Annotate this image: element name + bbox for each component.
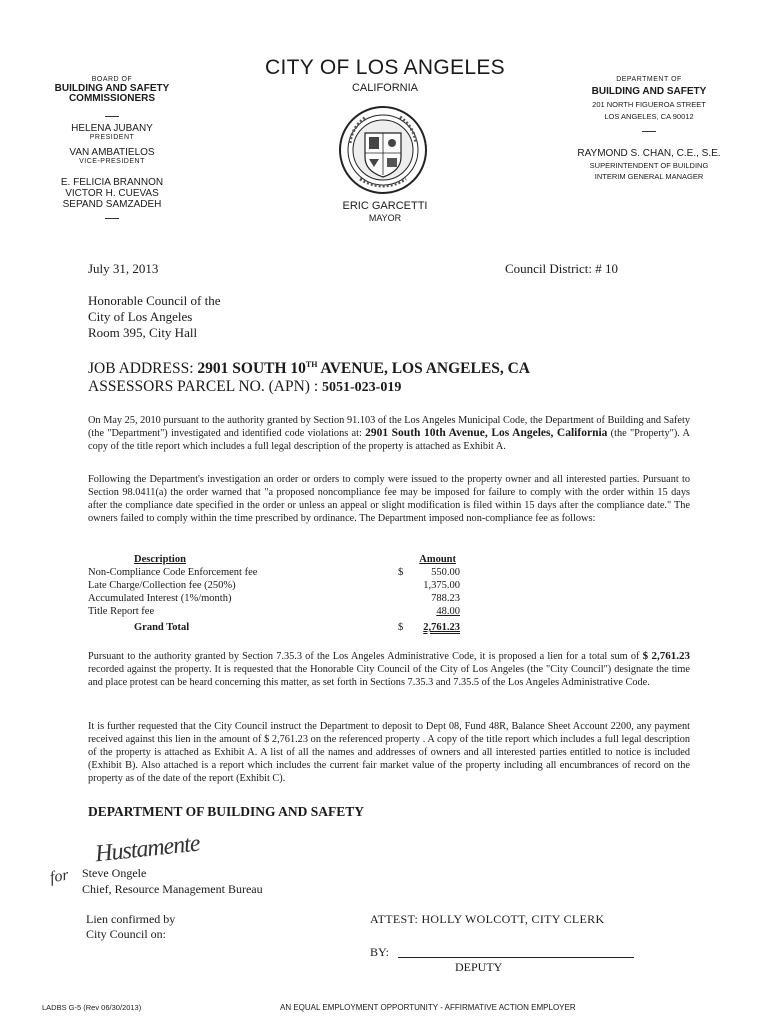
- lien-confirmed-line: Lien confirmed by: [86, 912, 176, 926]
- form-id: LADBS G-5 (Rev 06/30/2013): [42, 1003, 142, 1012]
- dept-of-label: DEPARTMENT OF: [616, 76, 682, 83]
- job-address-value-end: AVENUE, LOS ANGELES, CA: [317, 360, 530, 378]
- department-block: [568, 76, 730, 181]
- letter-date: July 31, 2013: [88, 261, 159, 276]
- fee-currency: $: [398, 567, 404, 578]
- signature-line: [398, 957, 634, 958]
- fee-table: [88, 554, 460, 640]
- dept-name: BUILDING AND SAFETY: [591, 86, 707, 97]
- fee-amount: 788.23: [431, 593, 460, 604]
- president-name: HELENA JUBANY: [71, 123, 153, 134]
- divider: [105, 218, 119, 219]
- dept-address1: 201 NORTH FIGUEROA STREET: [592, 100, 706, 109]
- property-address-bold: 2901 South 10th Avenue, Los Angeles, California: [365, 427, 608, 439]
- fee-description: Late Charge/Collection fee (250%): [88, 580, 236, 591]
- vp-name: VAN AMBATIELOS: [69, 147, 155, 158]
- lien-total-bold: $ 2,761.23: [642, 650, 690, 662]
- board-of-label: BOARD OF: [91, 76, 133, 83]
- gm-title1: SUPERINTENDENT OF BUILDING: [589, 161, 709, 170]
- gm-name: RAYMOND S. CHAN, C.E., S.E.: [577, 148, 721, 159]
- fee-row: [88, 593, 460, 606]
- job-address-value: 2901 SOUTH 10: [197, 360, 306, 378]
- fee-row: [88, 606, 460, 619]
- board-member: E. FELICIA BRANNON: [60, 177, 164, 188]
- fee-description: Non-Compliance Code Enforcement fee: [88, 567, 258, 578]
- city-title: CITY OF LOS ANGELES: [265, 56, 505, 79]
- recipient-line: City of Los Angeles: [88, 309, 193, 324]
- divider: [105, 116, 119, 117]
- council-district: Council District: # 10: [505, 261, 619, 276]
- city-seal: [338, 105, 428, 195]
- vp-title: VICE-PRESIDENT: [79, 158, 145, 165]
- job-address-sup: TH: [305, 360, 318, 369]
- city-seal-icon: [338, 105, 428, 195]
- attest-line: ATTEST: HOLLY WOLCOTT, CITY CLERK: [370, 912, 605, 926]
- president-title: PRESIDENT: [89, 134, 135, 141]
- paragraph-deposit: It is further requested that the City Council instruct the Department to deposit to Dept 08, Fund 48R, Balance Sheet Account 2200, any payment received against this lien in the amount of $ 2,761.23 on the referenced property . A copy of the title report which includes a full legal description of the property is attached as Exhibit A. A list of all the names and addresses of owners and all interested parties entitled to notice is included (Exhibit B). Also attached is a report which includes the current fair market value of the property including all encumbrances of record on the property as of the date of the report (Exhibit C).: [88, 721, 690, 784]
- handwritten-signature: Hustamente: [93, 830, 201, 868]
- signature-department: DEPARTMENT OF BUILDING AND SAFETY: [88, 804, 365, 819]
- fee-amount: 48.00: [436, 606, 460, 617]
- board-block: [32, 76, 192, 225]
- fee-total-amount: 2,761.23: [423, 622, 460, 633]
- apn-line: [88, 378, 401, 396]
- gm-title2: INTERIM GENERAL MANAGER: [594, 172, 704, 181]
- state-label: CALIFORNIA: [351, 82, 418, 94]
- apn-value: 5051-023-019: [322, 380, 402, 395]
- fee-total-label: Grand Total: [134, 622, 190, 633]
- signatory-name: Steve Ongele: [82, 866, 147, 880]
- paragraph-text: recorded against the property. It is requested that the Honorable City Council of the City of Los Angeles (the "City Council") designate the time and place protest can be heard concerning this matter, as set forth in Sections 7.35.3 and 7.35.5 of the Los Angeles Administrative Code.: [88, 664, 690, 688]
- board-line2: COMMISSIONERS: [68, 93, 156, 104]
- mayor-title: MAYOR: [368, 213, 402, 223]
- fee-description: Accumulated Interest (1%/month): [88, 593, 232, 604]
- signatory-title: Chief, Resource Management Bureau: [82, 882, 263, 896]
- paragraph-orders: Following the Department's investigation an order or orders to comply were issued to the property owner and all interested parties. Pursuant to Section 98.0411(a) the order warned that "a proposed noncompliance fee may be imposed for failure to comply with the order within 15 days after the compliance date specified in the order or unless an appeal or slight modification is filed within 15 days after the compliance date." The owners failed to comply within the time prescribed by ordinance. The Department imposed non-compliance fee as follows:: [88, 474, 690, 524]
- board-member: VICTOR H. CUEVAS: [65, 188, 159, 199]
- eeo-statement: AN EQUAL EMPLOYMENT OPPORTUNITY - AFFIRMATIVE ACTION EMPLOYER: [280, 1003, 576, 1012]
- fee-col-amount: Amount: [419, 554, 456, 565]
- fee-col-description: Description: [134, 554, 186, 565]
- fee-description: Title Report fee: [88, 606, 155, 617]
- fee-amount: 550.00: [431, 567, 460, 578]
- fee-currency: $: [398, 622, 404, 633]
- paragraph-text: Pursuant to the authority granted by Section 7.35.3 of the Los Angeles Administrative Code, it is proposed a lien for a total sum of: [88, 651, 643, 662]
- paragraph-lien: [88, 650, 690, 689]
- job-address-label: JOB ADDRESS:: [88, 360, 198, 378]
- recipient-line: Room 395, City Hall: [88, 325, 198, 340]
- divider: [642, 131, 656, 132]
- signature-for: for: [48, 866, 70, 887]
- paragraph-violations: [88, 414, 690, 453]
- paragraph-text: (the "Property"). A copy of the title report which includes a full legal description of the property is attached as Exhibit A.: [88, 428, 690, 452]
- board-line1: BUILDING AND SAFETY: [54, 83, 170, 94]
- recipient-line: Honorable Council of the: [88, 293, 221, 308]
- apn-label: ASSESSORS PARCEL NO. (APN) :: [88, 378, 322, 395]
- fee-row: [88, 580, 460, 593]
- fee-row: [88, 567, 460, 580]
- paragraph-text: On May 25, 2010 pursuant to the authority granted by Section 91.103 of the Los Angeles Municipal Code, the Department of Building and Safety (the "Department") investigated and identified code violations at:: [88, 415, 690, 439]
- by-label: BY:: [370, 945, 389, 959]
- job-address: [88, 360, 530, 378]
- fee-total-row: [88, 622, 460, 635]
- fee-amount: 1,375.00: [423, 580, 460, 591]
- lien-confirmed-line: City Council on:: [86, 927, 167, 941]
- recipient-block: [88, 293, 221, 341]
- lien-confirmed-block: [86, 912, 175, 942]
- dept-address2: LOS ANGELES, CA 90012: [604, 112, 694, 121]
- board-member: SEPAND SAMZADEH: [62, 199, 162, 210]
- deputy-label: DEPUTY: [455, 960, 503, 974]
- mayor-name: ERIC GARCETTI: [342, 200, 428, 212]
